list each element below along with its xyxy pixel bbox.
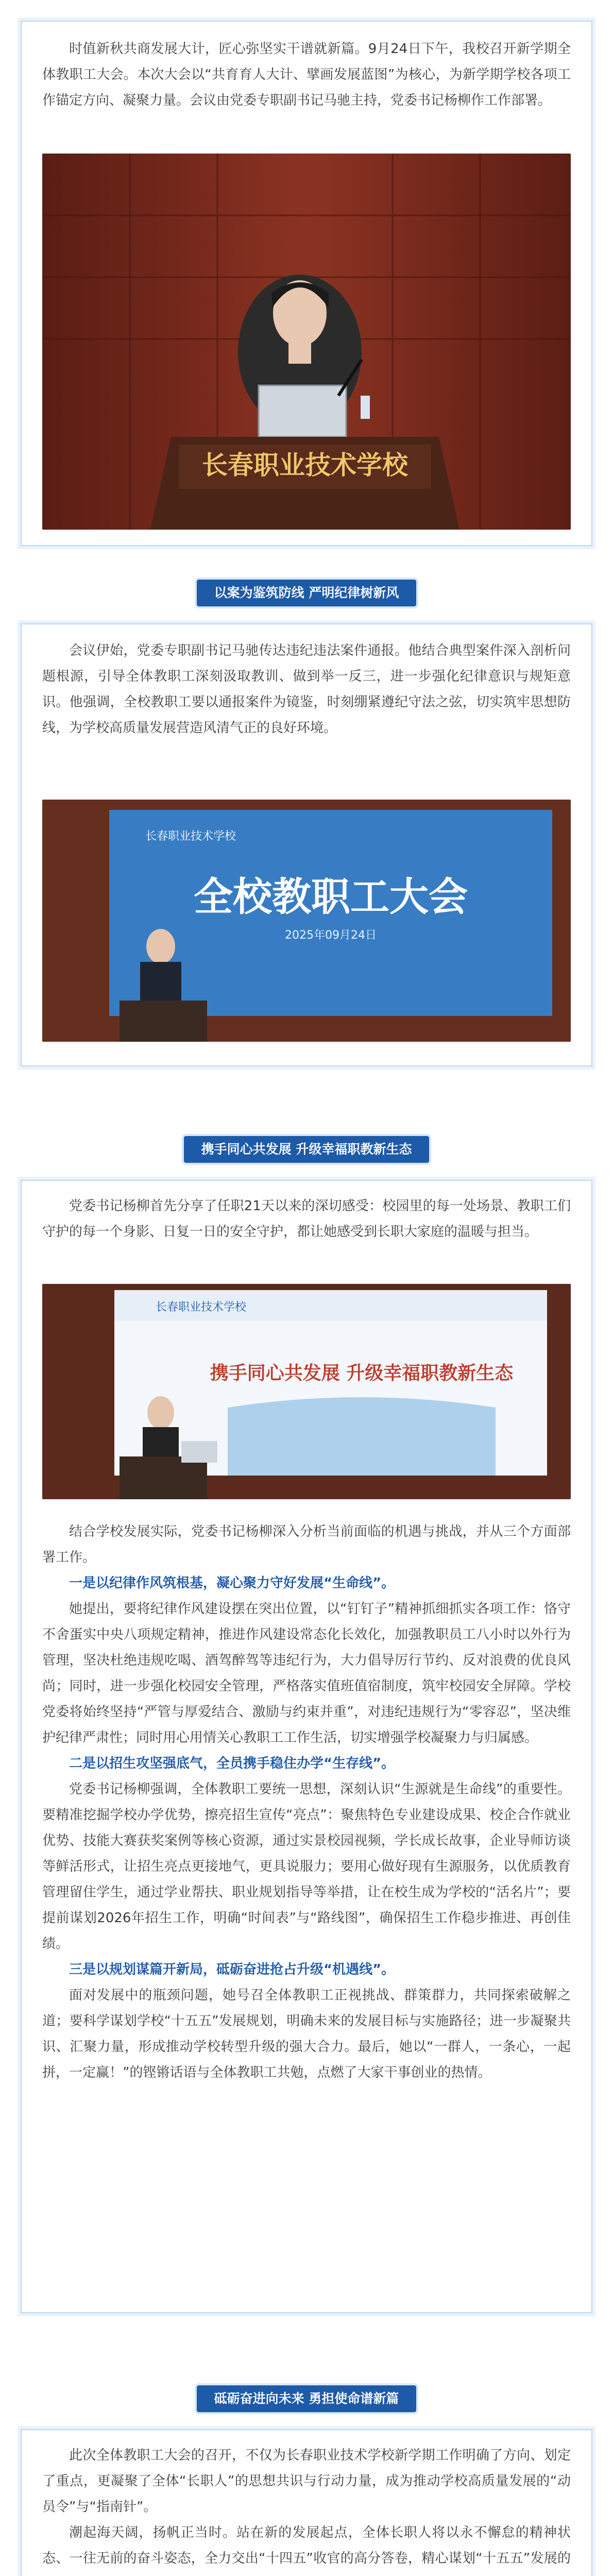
party-secretary-image	[42, 1284, 571, 1499]
party-secretary-photo	[42, 1284, 571, 1499]
screen-school-label: 长春职业技术学校	[145, 830, 236, 843]
screen-title-label: 全校教职工大会	[194, 874, 468, 920]
section1-frame	[21, 623, 592, 1066]
section2-p3: 她提出，要将纪律作风建设摆在突出位置，以“钉钉子”精神抓细抓实各项工作：恪守不舍蛋实中央八项规定精神，推进作风建设常态化长效化，加强教职员工八小时以外行为管理，坚决杜绝违规吃喝、酒驾醉驾等违纪行为，大力倡导厉行节约、反对浪费的优良风尚；同时，进一步强化校园安全管理，严格落实值班值宿制度，筑牢校园安全屏障。学校党委将始终坚持“严管与厚爱结合、激励与约束并重”，对违纪违规行为“零容忍”，坚决维护纪律严肃性；同时用心用情关心教职工工作生活，切实增强学校凝聚力与归属感。	[42, 1601, 571, 1745]
section2-sub1: 一是以纪律作风筑根基，凝心聚力守好发展“生命线”。	[69, 1575, 395, 1591]
podium-sign-text: 长春职业技术学校	[202, 450, 408, 480]
section2-p1: 党委书记杨柳首先分享了任职21天以来的深切感受：校园里的每一处场景、教职工们守护的每一个身影、日复一日的安全守护，都让她感受到长职大家庭的温暖与担当。	[42, 1198, 571, 1240]
section2-frame	[21, 1180, 592, 2313]
section1-paragraph: 会议伊始，党委专职副书记马驰传达违纪违法案件通报。他结合典型案件深入剖析问题根源，引导全体教职工深刻汲取教训、做到举一反三，进一步强化纪律意识与规矩意识。他强调，全校教职工要以通报案件为镜鉴，时刻绷紧遵纪守法之弦，切实筑牢思想防线，为学校高质量发展营造风清气正的良好环境。	[42, 643, 571, 736]
speaker-podium-image	[42, 154, 571, 530]
screen2-school-label: 长春职业技术学校	[156, 1301, 247, 1314]
section2-p5: 面对发展中的瓶颈问题，她号召全体教职工正视挑战、群策群力，共同探索破解之道；要科学谋划学校“十五五”发展规划，明确未来的发展目标与实施路径；进一步凝聚共识、汇聚力量，形成推动学校转型升级的强大合力。最后，她以“一群人，一条心，一起拼，一定赢！”的铿锵话语与全体教职工共勉，点燃了大家干事创业的热情。	[42, 1988, 571, 2080]
intro-paragraph: 时值新秋共商发展大计，匠心弥坚实干谱就新篇。9月24日下午，我校召开新学期全体教职工大会。本次大会以“共育育人大计、擘画发展蓝图”为核心，为新学期学校各项工作锚定方向、凝聚力量。会议由党委专职副书记马驰主持，党委书记杨柳作工作部署。	[42, 41, 571, 108]
screen2-title-label: 携手同心共发展 升级幸福职教新生态	[210, 1362, 514, 1384]
section2-sub3: 三是以规划谋篇开新局，砥砺奋进抢占升级“机遇线”。	[69, 1962, 395, 1977]
section2-p4: 党委书记杨柳强调，全体教职工要统一思想，深刻认识“生源就是生命线”的重要性。要精准挖掘学校办学优势，擦亮招生宣传“亮点”：聚焦特色专业建设成果、校企合作就业优势、技能大赛获奖案例等核心资源，通过实景校园视频，学长成长故事，企业导师访谈等鲜活形式，让招生亮点更接地气，更具说服力；要用心做好现有生源服务，以优质教育管理留住学生，通过学业帮扶、职业规划指导等举措，让在校生成为学校的“活名片”；要提前谋划2026年招生工作，明确“时间表”与“路线图”，确保招生工作稳步推进、再创佳绩。	[42, 1782, 571, 1952]
section2-heading	[0, 1136, 613, 1163]
section3-frame	[21, 2429, 592, 2576]
section2-p2: 结合学校发展实际，党委书记杨柳深入分析当前面临的机遇与挑战，并从三个方面部署工作。	[42, 1524, 571, 1565]
meeting-screen-photo	[42, 800, 571, 1042]
intro-frame	[21, 21, 592, 546]
section3-p1: 此次全体教职工大会的召开，不仅为长春职业技术学校新学期工作明确了方向、划定了重点，更凝聚了全体“长职人”的思想共识与行动力量，成为推动学校高质量发展的“动员令”与“指南针”。	[42, 2448, 571, 2515]
screen-date-label: 2025年09月24日	[285, 929, 377, 942]
section2-sub2: 二是以招生攻坚强底气，全员携手稳住办学“生存线”。	[69, 1756, 395, 1771]
section3-title: 砥砺奋进向未来 勇担使命谱新篇	[197, 2385, 417, 2412]
meeting-screen-image	[42, 800, 571, 1042]
section3-p2: 潮起海天阔，扬帆正当时。站在新的发展起点，全体长职人将以永不懈怠的精神状态、一往无前的奋斗姿态，全力交出“十四五”收官的高分答卷，精心谋划“十五五”发展的	[42, 2525, 571, 2566]
section1-heading	[0, 580, 613, 606]
section3-heading	[0, 2385, 613, 2412]
section2-title: 携手同心共发展 升级幸福职教新生态	[184, 1136, 430, 1163]
speaker-podium-photo	[42, 154, 571, 530]
section1-title: 以案为鉴筑防线 严明纪律树新风	[197, 580, 417, 606]
